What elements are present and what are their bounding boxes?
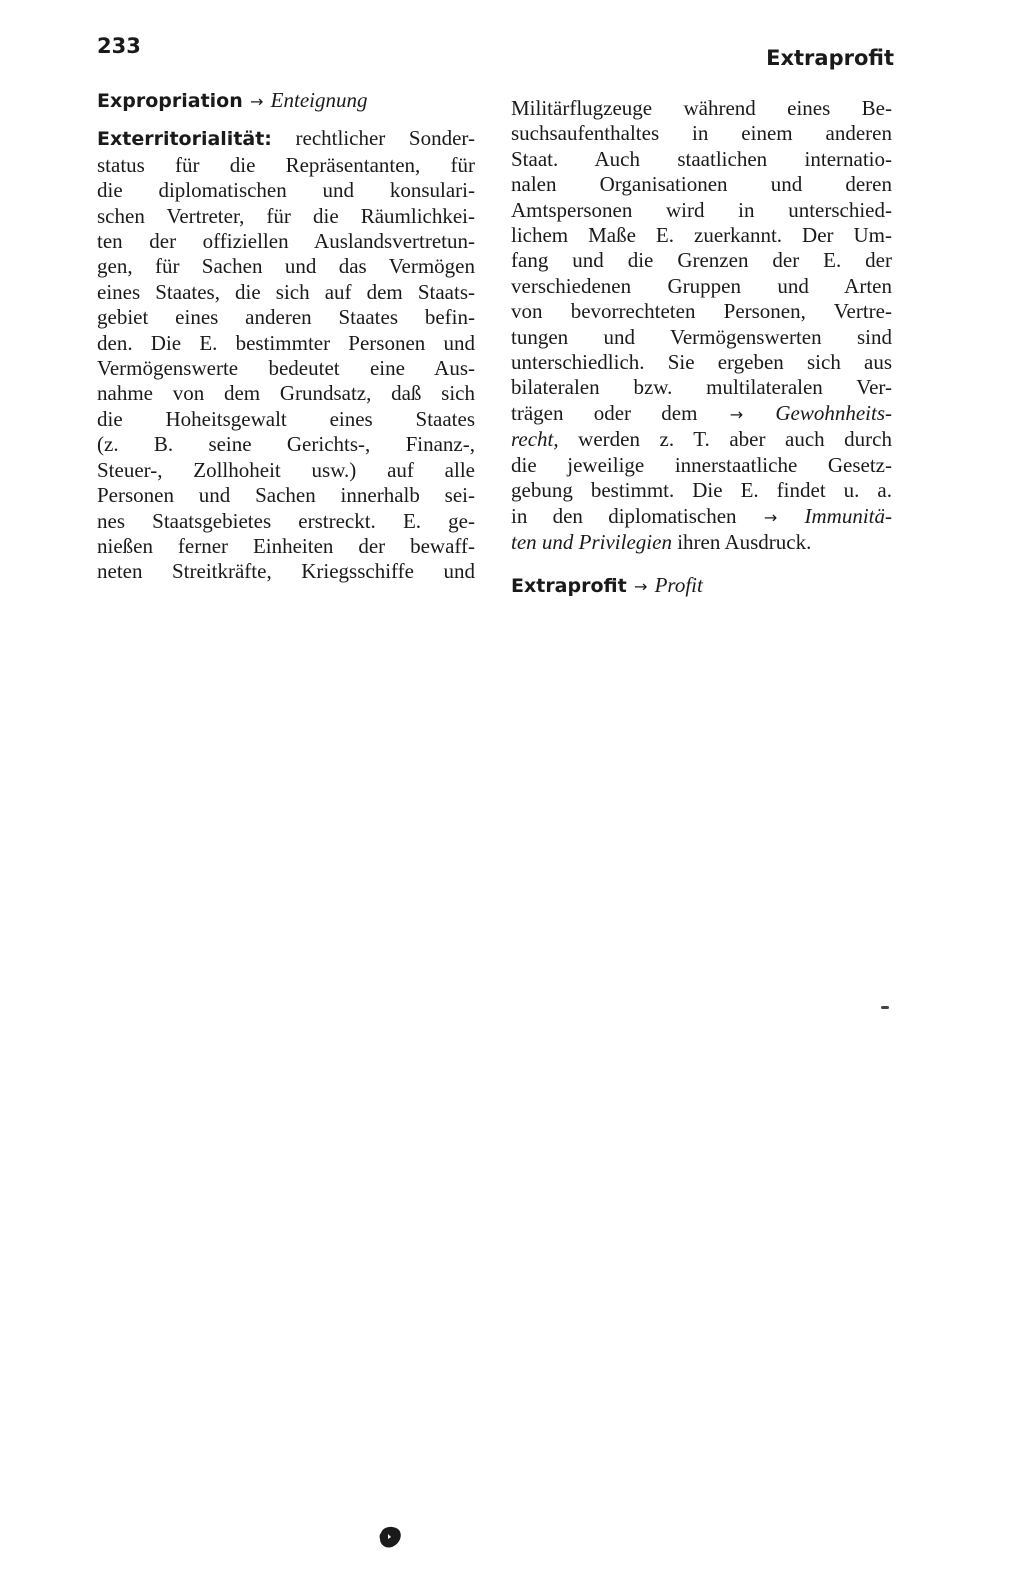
body-text-line: Staat. Auch staatlichen internatio- — [511, 146, 892, 171]
body-text-line: gen, für Sachen und das Vermögen — [97, 254, 475, 279]
body-text-line: unterschiedlich. Sie ergeben sich aus — [511, 350, 892, 375]
ink-blot-icon — [377, 1524, 403, 1550]
body-text-line: tungen und Vermögenswerten sind — [511, 324, 892, 349]
body-text-line: die Hoheitsgewalt eines Staates — [97, 406, 475, 431]
entry-extraprofit — [511, 573, 892, 599]
body-text-line-with-reference — [511, 530, 892, 555]
body-text-line: Amtspersonen wird in unterschied- — [511, 197, 892, 222]
body-text: werden z. T. aber auch durch — [578, 427, 892, 452]
cross-reference: Enteignung — [270, 88, 368, 112]
body-text-line: nießen ferner Einheiten der bewaff- — [97, 533, 475, 558]
cross-reference: ten und Privilegien — [511, 529, 672, 554]
body-text-line: nahme von dem Grundsatz, daß sich — [97, 381, 475, 406]
left-column — [97, 88, 475, 598]
page-number: 233 — [97, 34, 141, 58]
body-text-line: schen Vertreter, für die Räumlichkei- — [97, 203, 475, 228]
body-text-line: von bevorrechteten Personen, Vertre- — [511, 299, 892, 324]
entry-exterritorialitaet-continued — [511, 96, 892, 555]
body-text-line: Personen und Sachen innerhalb sei- — [97, 483, 475, 508]
entry-exterritorialitaet — [97, 126, 475, 584]
body-text-line: rechtlicher Sonder- — [295, 126, 475, 151]
entry-expropriation — [97, 88, 475, 114]
entry-term: Exterritorialität: — [97, 128, 272, 151]
body-text: in den diplomatischen — [511, 503, 737, 528]
body-text-line: neten Streitkräfte, Kriegsschiffe und — [97, 559, 475, 584]
body-text-line: nalen Organisationen und deren — [511, 172, 892, 197]
body-text: ihren Ausdruck. — [677, 529, 812, 554]
body-text-line: gebung bestimmt. Die E. findet u. a. — [511, 478, 892, 503]
cross-reference: recht, — [511, 427, 559, 452]
body-text-line: Vermögenswerte bedeutet eine Aus- — [97, 356, 475, 381]
right-column — [511, 96, 892, 613]
cross-reference-arrow-icon: → — [633, 577, 648, 597]
entry-first-line — [97, 126, 475, 152]
scan-speck — [881, 1006, 889, 1009]
body-text: trägen oder dem — [511, 400, 698, 425]
body-text-line: status für die Repräsentanten, für — [97, 152, 475, 177]
body-text-line: suchsaufenthaltes in einem anderen — [511, 121, 892, 146]
cross-reference: Immunitä- — [804, 503, 892, 528]
body-text-line: nes Staatsgebietes erstreckt. E. ge- — [97, 508, 475, 533]
body-text-line-with-reference — [511, 504, 892, 530]
body-text-line-with-reference — [511, 427, 892, 452]
body-text-line: bilateralen bzw. multilateralen Ver- — [511, 375, 892, 400]
body-text-line: die diplomatischen und konsulari- — [97, 178, 475, 203]
body-text-line: fang und die Grenzen der E. der — [511, 248, 892, 273]
cross-reference-arrow-icon: → — [250, 92, 264, 111]
running-head: Extraprofit — [766, 46, 894, 70]
body-text-line: Militärflugzeuge während eines Be- — [511, 96, 892, 120]
cross-reference: Gewohnheits- — [775, 400, 892, 425]
body-text-line: eines Staates, die sich auf dem Staats- — [97, 279, 475, 304]
body-text-line: (z. B. seine Gerichts-, Finanz-, — [97, 432, 475, 457]
body-text-line-with-reference — [511, 401, 892, 427]
body-text-line: die jeweilige innerstaatliche Gesetz- — [511, 452, 892, 477]
body-text-line: lichem Maße E. zuerkannt. Der Um- — [511, 223, 892, 248]
cross-reference: Profit — [654, 573, 703, 598]
body-text-line: ten der offiziellen Auslandsvertretun- — [97, 229, 475, 254]
body-text-line: verschiedenen Gruppen und Arten — [511, 273, 892, 298]
body-text-line: den. Die E. bestimmter Personen und — [97, 330, 475, 355]
cross-reference-arrow-icon: → — [729, 404, 744, 424]
entry-term: Expropriation — [97, 90, 243, 112]
body-text-line: Steuer-, Zollhoheit usw.) auf alle — [97, 457, 475, 482]
body-text-line: gebiet eines anderen Staates befin- — [97, 305, 475, 330]
entry-term: Extraprofit — [511, 575, 627, 598]
cross-reference-arrow-icon: → — [763, 507, 778, 527]
